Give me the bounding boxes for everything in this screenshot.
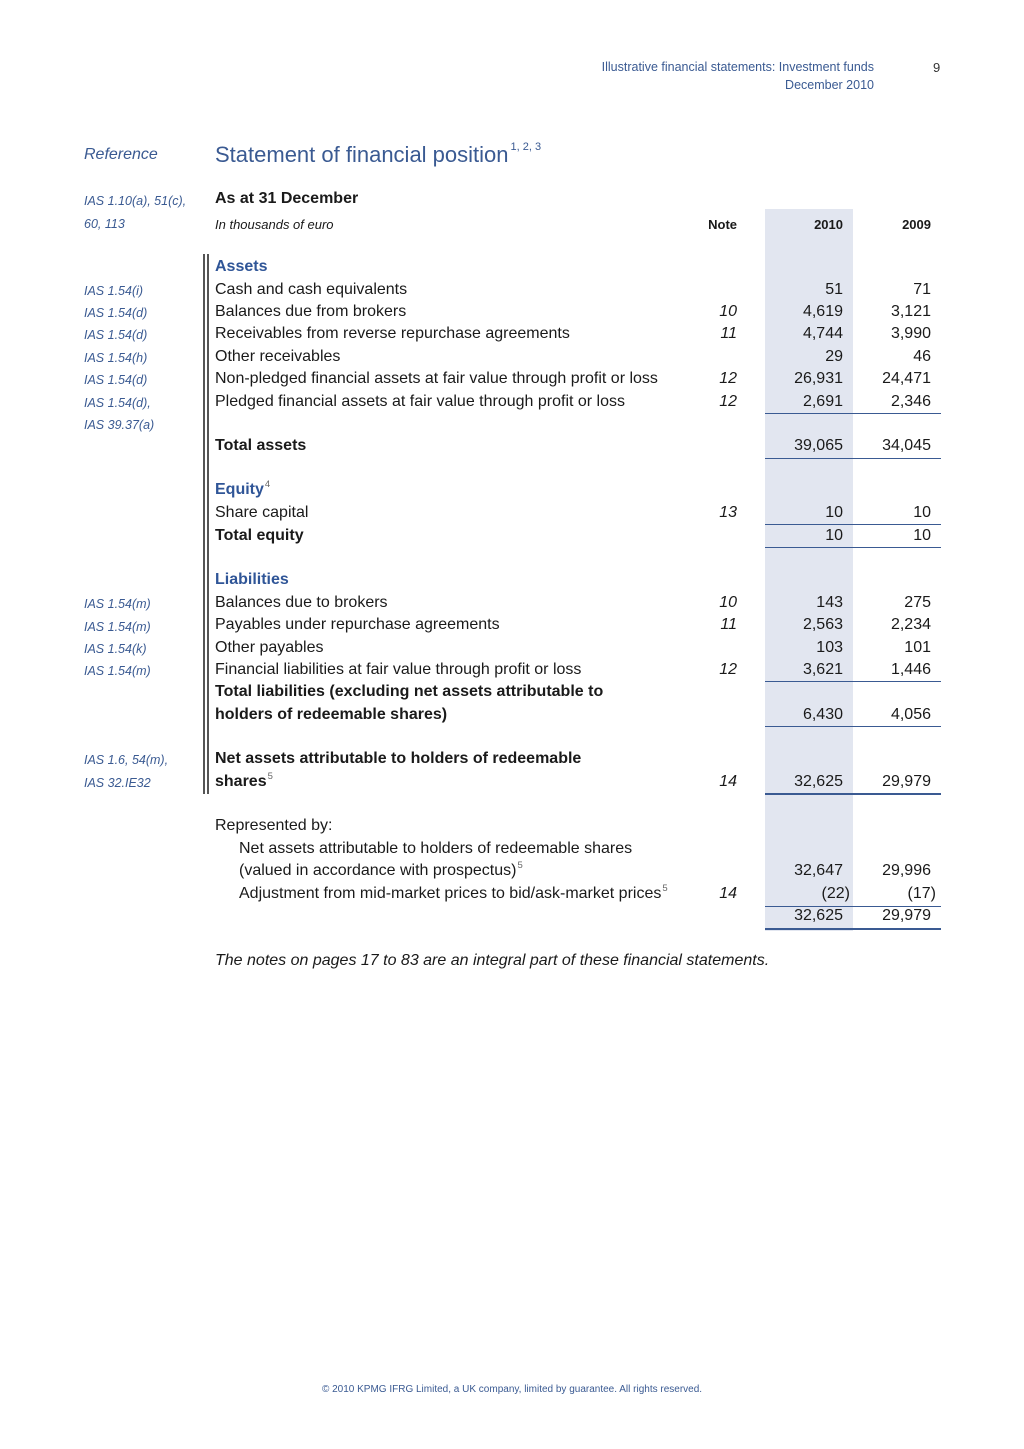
ref-as-at-1: IAS 1.10(a), 51(c), [84, 194, 187, 208]
value-2009-nonpledged: 24,471 [882, 370, 931, 387]
note-net-assets: 14 [719, 773, 737, 790]
value-2009-due-from-brokers: 3,121 [890, 303, 931, 320]
reference-divider-left [203, 254, 205, 794]
value-2009-reverse-repo: 3,990 [890, 325, 931, 342]
total-assets-2009: 34,045 [882, 437, 931, 454]
column-header-note: Note [708, 217, 737, 232]
ref-pledged-2: IAS 39.37(a) [84, 418, 155, 432]
net-assets-double-rule [765, 793, 941, 795]
value-2010-reverse-repo: 4,744 [802, 325, 843, 342]
value-2010-share-capital: 10 [825, 504, 843, 521]
value-2010-other-payables: 103 [816, 639, 843, 656]
value-2010-nonpledged: 26,931 [794, 370, 843, 387]
equity-footnote: 4 [264, 479, 271, 490]
represented-total-2009: 29,979 [882, 907, 931, 924]
value-2009-cash: 71 [913, 281, 931, 298]
ref-cash: IAS 1.54(i) [84, 284, 144, 298]
adjustment-2010: (22) [821, 885, 850, 902]
represented-line-1: Net assets attributable to holders of redeemable shares [239, 840, 633, 857]
column-header-2010: 2010 [814, 217, 843, 232]
value-2010-repo-payables: 2,563 [802, 616, 843, 633]
value-2009-due-to-brokers: 275 [904, 594, 931, 611]
adjustment-footnote: 5 [662, 883, 668, 894]
ref-net-assets-2: IAS 32.IE32 [84, 776, 151, 790]
header-title: Illustrative financial statements: Investment funds [601, 60, 874, 74]
note-due-from-brokers: 10 [719, 303, 737, 320]
row-label-due-from-brokers: Balances due from brokers [215, 303, 407, 320]
value-2010-due-to-brokers: 143 [816, 594, 843, 611]
total-liabilities-2009: 4,056 [890, 706, 931, 723]
ref-repo-payables: IAS 1.54(m) [84, 620, 151, 634]
note-pledged: 12 [719, 393, 737, 410]
adjustment-2009: (17) [907, 885, 936, 902]
represented-line-2-footnote: 5 [517, 860, 523, 871]
ref-as-at-2: 60, 113 [84, 217, 125, 231]
title-footnotes: 1, 2, 3 [510, 141, 542, 153]
notes-statement: The notes on pages 17 to 83 are an integral part of these financial statements. [215, 952, 770, 969]
net-assets-2009: 29,979 [882, 773, 931, 790]
value-2009-repo-payables: 2,234 [890, 616, 931, 633]
page-number: 9 [933, 60, 941, 75]
reference-divider-right [207, 254, 209, 794]
value-2010-cash: 51 [825, 281, 843, 298]
note-adjustment: 14 [719, 885, 737, 902]
row-label-reverse-repo: Receivables from reverse repurchase agreements [215, 325, 570, 342]
total-assets-label: Total assets [215, 437, 307, 454]
section-equity-text: Equity [215, 481, 264, 498]
ref-other-receivables: IAS 1.54(h) [84, 351, 148, 365]
reference-heading: Reference [84, 146, 158, 163]
represented-prospectus-2009: 29,996 [882, 862, 931, 879]
section-equity [215, 481, 270, 499]
total-liabilities-label-1: Total liabilities (excluding net assets attributable to [215, 683, 604, 700]
section-liabilities: Liabilities [215, 571, 289, 588]
row-label-repo-payables: Payables under repurchase agreements [215, 616, 500, 633]
ref-other-payables: IAS 1.54(k) [84, 642, 147, 656]
total-liabilities-2010: 6,430 [802, 706, 843, 723]
value-2010-due-from-brokers: 4,619 [802, 303, 843, 320]
ref-pledged-1: IAS 1.54(d), [84, 396, 151, 410]
column-header-2009: 2009 [902, 217, 931, 232]
total-assets-rule [765, 458, 941, 459]
represented-line-2 [239, 862, 523, 880]
total-equity-label: Total equity [215, 527, 304, 544]
net-assets-footnote: 5 [267, 771, 273, 782]
value-2009-other-payables: 101 [904, 639, 931, 656]
represented-prospectus-2010: 32,647 [794, 862, 843, 879]
note-share-capital: 13 [719, 504, 737, 521]
represented-by-heading: Represented by: [215, 817, 333, 834]
note-reverse-repo: 11 [720, 325, 737, 342]
ref-reverse-repo: IAS 1.54(d) [84, 328, 148, 342]
section-assets: Assets [215, 258, 268, 275]
page-title [215, 142, 541, 168]
ref-fin-liabilities: IAS 1.54(m) [84, 664, 151, 678]
assets-subtotal-rule [765, 413, 941, 414]
page-title-text: Statement of financial position [215, 142, 509, 167]
note-nonpledged: 12 [719, 370, 737, 387]
total-equity-2010: 10 [825, 527, 843, 544]
row-label-other-receivables: Other receivables [215, 348, 341, 365]
value-2009-fin-liabilities: 1,446 [890, 661, 931, 678]
value-2009-pledged: 2,346 [890, 393, 931, 410]
ref-nonpledged: IAS 1.54(d) [84, 373, 148, 387]
equity-subtotal-rule [765, 524, 941, 525]
net-assets-2010: 32,625 [794, 773, 843, 790]
total-equity-rule [765, 547, 941, 548]
total-equity-2009: 10 [913, 527, 931, 544]
value-2010-pledged: 2,691 [802, 393, 843, 410]
as-at-date: As at 31 December [215, 190, 359, 207]
represented-line-2-text: (valued in accordance with prospectus) [239, 862, 517, 879]
adjustment-label [239, 885, 668, 903]
net-assets-label-2 [215, 773, 273, 791]
value-2010-fin-liabilities: 3,621 [802, 661, 843, 678]
value-2009-share-capital: 10 [913, 504, 931, 521]
note-due-to-brokers: 10 [719, 594, 737, 611]
ref-net-assets-1: IAS 1.6, 54(m), [84, 753, 169, 767]
value-2010-other-receivables: 29 [825, 348, 843, 365]
row-label-cash: Cash and cash equivalents [215, 281, 408, 298]
total-liabilities-rule [765, 726, 941, 727]
row-label-pledged: Pledged financial assets at fair value through profit or loss [215, 393, 626, 410]
row-label-due-to-brokers: Balances due to brokers [215, 594, 388, 611]
total-liabilities-label-2: holders of redeemable shares) [215, 706, 448, 723]
total-assets-2010: 39,065 [794, 437, 843, 454]
represented-total-2010: 32,625 [794, 907, 843, 924]
row-label-other-payables: Other payables [215, 639, 324, 656]
note-repo-payables: 11 [720, 616, 737, 633]
liabilities-subtotal-rule [765, 681, 941, 682]
represented-total-double-rule [765, 928, 941, 930]
net-assets-label-1: Net assets attributable to holders of redeemable [215, 750, 582, 767]
net-assets-label-2-text: shares [215, 773, 267, 790]
value-2009-other-receivables: 46 [913, 348, 931, 365]
adjustment-label-text: Adjustment from mid-market prices to bid/ask-market prices [239, 885, 662, 902]
header-date: December 2010 [785, 78, 874, 92]
ref-due-from-brokers: IAS 1.54(d) [84, 306, 148, 320]
row-label-nonpledged: Non-pledged financial assets at fair value through profit or loss [215, 370, 658, 387]
note-fin-liabilities: 12 [719, 661, 737, 678]
units-label: In thousands of euro [215, 217, 334, 232]
row-label-fin-liabilities: Financial liabilities at fair value through profit or loss [215, 661, 582, 678]
ref-due-to-brokers: IAS 1.54(m) [84, 597, 151, 611]
row-label-share-capital: Share capital [215, 504, 309, 521]
copyright-notice: © 2010 KPMG IFRG Limited, a UK company, limited by guarantee. All rights reserved. [321, 1384, 703, 1395]
